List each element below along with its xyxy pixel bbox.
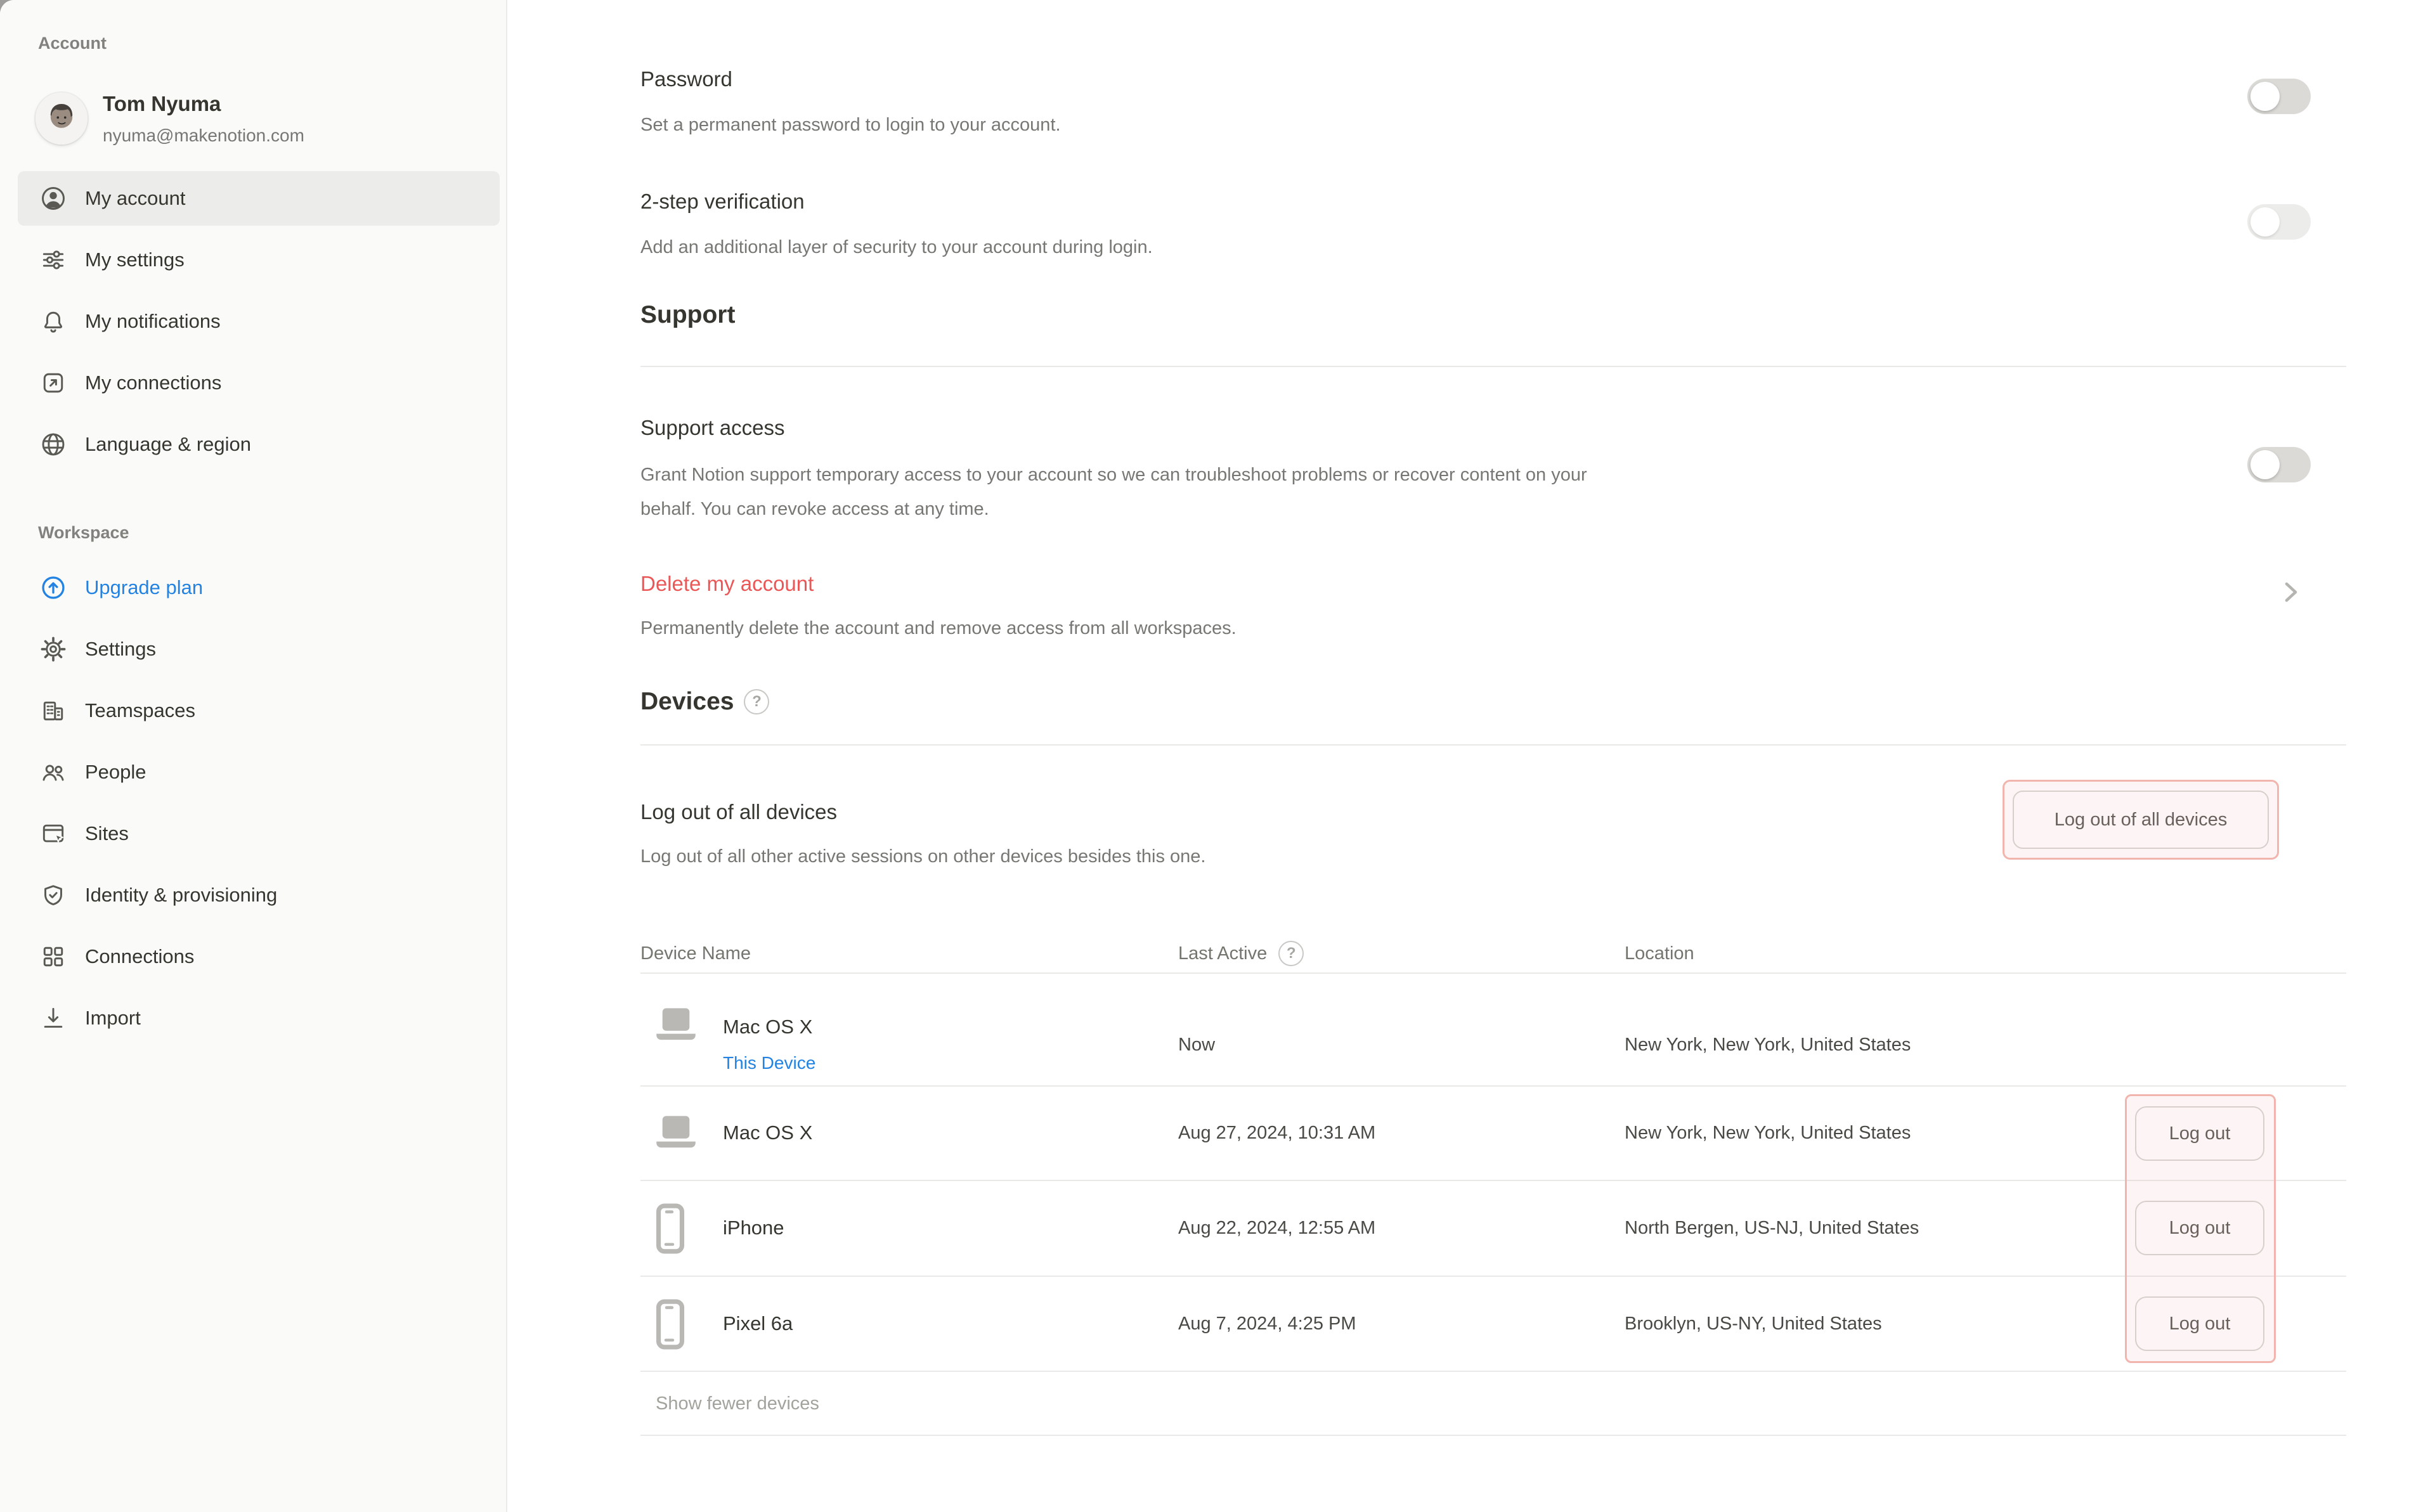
password-toggle[interactable] xyxy=(2247,79,2311,114)
device-name: iPhone xyxy=(723,1217,784,1239)
devices-heading: Devices xyxy=(640,688,734,715)
bell-icon xyxy=(39,307,67,335)
sidebar-item-my-connections[interactable] xyxy=(18,356,500,410)
sidebar-item-label: Settings xyxy=(85,638,157,660)
divider xyxy=(640,1085,2346,1087)
sidebar-item-label: People xyxy=(85,761,146,783)
devices-heading-row xyxy=(640,683,769,720)
two-step-toggle[interactable] xyxy=(2247,204,2311,240)
laptop-icon xyxy=(652,1007,700,1044)
sidebar-item-label: Import xyxy=(85,1007,141,1029)
logout-device-button[interactable]: Log out xyxy=(2135,1201,2264,1255)
user-name: Tom Nyuma xyxy=(103,92,221,115)
sidebar-item-my-notifications[interactable] xyxy=(18,294,500,349)
download-icon xyxy=(39,1004,67,1032)
globe-icon xyxy=(39,430,67,458)
toggle-knob xyxy=(2250,207,2280,236)
divider xyxy=(640,1276,2346,1277)
delete-account-title: Delete my account xyxy=(640,572,814,595)
sidebar-item-upgrade-plan[interactable] xyxy=(18,560,500,615)
sidebar-item-teamspaces[interactable] xyxy=(18,683,500,738)
sidebar-item-label: Identity & provisioning xyxy=(85,884,278,906)
location-cell: Brooklyn, US-NY, United States xyxy=(1625,1314,1882,1334)
sidebar-item-label: Language & region xyxy=(85,433,252,455)
circle-up-arrow-icon xyxy=(39,574,67,602)
help-icon[interactable]: ? xyxy=(744,689,769,714)
sidebar-item-label: My account xyxy=(85,187,186,209)
device-name: Mac OS X xyxy=(723,1016,813,1038)
support-access-title: Support access xyxy=(640,416,785,439)
phone-icon xyxy=(656,1299,685,1350)
logout-device-button[interactable]: Log out xyxy=(2135,1106,2264,1161)
location-cell: North Bergen, US-NJ, United States xyxy=(1625,1218,1919,1238)
two-step-title: 2-step verification xyxy=(640,190,805,213)
sidebar-item-connections[interactable] xyxy=(18,929,500,984)
person-circle-icon xyxy=(39,184,67,212)
help-icon[interactable]: ? xyxy=(1278,941,1304,966)
chevron-right-icon xyxy=(2275,577,2306,607)
sidebar-item-identity-provisioning[interactable] xyxy=(18,868,500,922)
phone-icon xyxy=(656,1203,685,1254)
password-title: Password xyxy=(640,67,732,91)
divider xyxy=(640,744,2346,746)
device-name: Mac OS X xyxy=(723,1121,813,1144)
this-device-badge: This Device xyxy=(723,1053,816,1073)
divider xyxy=(640,972,2346,974)
divider xyxy=(640,366,2346,367)
support-heading: Support xyxy=(640,301,736,328)
sidebar-item-people[interactable] xyxy=(18,745,500,799)
sidebar-item-language-region[interactable] xyxy=(18,417,500,472)
device-name: Pixel 6a xyxy=(723,1312,793,1334)
sidebar-section-workspace: Workspace xyxy=(38,523,129,542)
column-header-location: Location xyxy=(1625,943,1694,964)
logout-all-title: Log out of all devices xyxy=(640,800,838,824)
sidebar-item-sites[interactable] xyxy=(18,806,500,861)
sidebar-item-settings[interactable] xyxy=(18,622,500,676)
divider xyxy=(640,1435,2346,1436)
sidebar-item-label: Sites xyxy=(85,822,129,844)
avatar xyxy=(36,93,88,145)
last-active-cell: Aug 7, 2024, 4:25 PM xyxy=(1178,1314,1356,1334)
browser-cursor-icon xyxy=(39,820,67,848)
sidebar-item-label: My notifications xyxy=(85,310,221,332)
laptop-icon xyxy=(652,1115,700,1151)
building-icon xyxy=(39,697,67,725)
toggle-knob xyxy=(2250,82,2280,111)
shield-check-icon xyxy=(39,881,67,909)
sidebar-item-label: Upgrade plan xyxy=(85,576,204,598)
location-cell: New York, New York, United States xyxy=(1625,1123,1911,1143)
last-active-cell: Aug 22, 2024, 12:55 AM xyxy=(1178,1218,1376,1238)
sliders-icon xyxy=(39,246,67,274)
sidebar-item-label: Connections xyxy=(85,945,195,967)
toggle-knob xyxy=(2250,450,2280,479)
logout-all-devices-button[interactable]: Log out of all devices xyxy=(2013,791,2269,849)
divider xyxy=(640,1180,2346,1181)
delete-account-description: Permanently delete the account and remove access from all workspaces. xyxy=(640,618,1237,638)
column-header-device-name: Device Name xyxy=(640,943,751,964)
sidebar-item-my-account[interactable] xyxy=(18,171,500,226)
people-icon xyxy=(39,758,67,786)
support-access-toggle[interactable] xyxy=(2247,447,2311,482)
arrow-up-right-square-icon xyxy=(39,369,67,397)
delete-account-row[interactable] xyxy=(640,568,2340,650)
location-cell: New York, New York, United States xyxy=(1625,1035,1911,1055)
sidebar-item-my-settings[interactable] xyxy=(18,233,500,287)
sidebar-section-account: Account xyxy=(38,34,107,53)
logout-all-description: Log out of all other active sessions on other devices besides this one. xyxy=(640,846,1206,867)
logout-device-button[interactable]: Log out xyxy=(2135,1296,2264,1351)
sidebar-item-label: My settings xyxy=(85,249,185,271)
support-access-description: Grant Notion support temporary access to your account so we can troubleshoot problems or recover content on your behalf. You can revoke access at any time. xyxy=(640,465,1587,519)
column-header-last-active: Last Active ? xyxy=(1178,940,1304,967)
two-step-description: Add an additional layer of security to your account during login. xyxy=(640,237,1153,257)
show-fewer-devices-link[interactable]: Show fewer devices xyxy=(656,1393,819,1414)
divider xyxy=(640,1371,2346,1372)
gear-icon xyxy=(39,635,67,663)
settings-sidebar xyxy=(0,0,507,1512)
grid-icon xyxy=(39,943,67,971)
sidebar-item-label: My connections xyxy=(85,372,222,394)
sidebar-item-label: Teamspaces xyxy=(85,699,196,721)
password-description: Set a permanent password to login to your account. xyxy=(640,115,1061,135)
user-email: nyuma@makenotion.com xyxy=(103,126,304,145)
sidebar-item-import[interactable] xyxy=(18,991,500,1045)
last-active-cell: Aug 27, 2024, 10:31 AM xyxy=(1178,1123,1376,1143)
last-active-cell: Now xyxy=(1178,1035,1216,1055)
